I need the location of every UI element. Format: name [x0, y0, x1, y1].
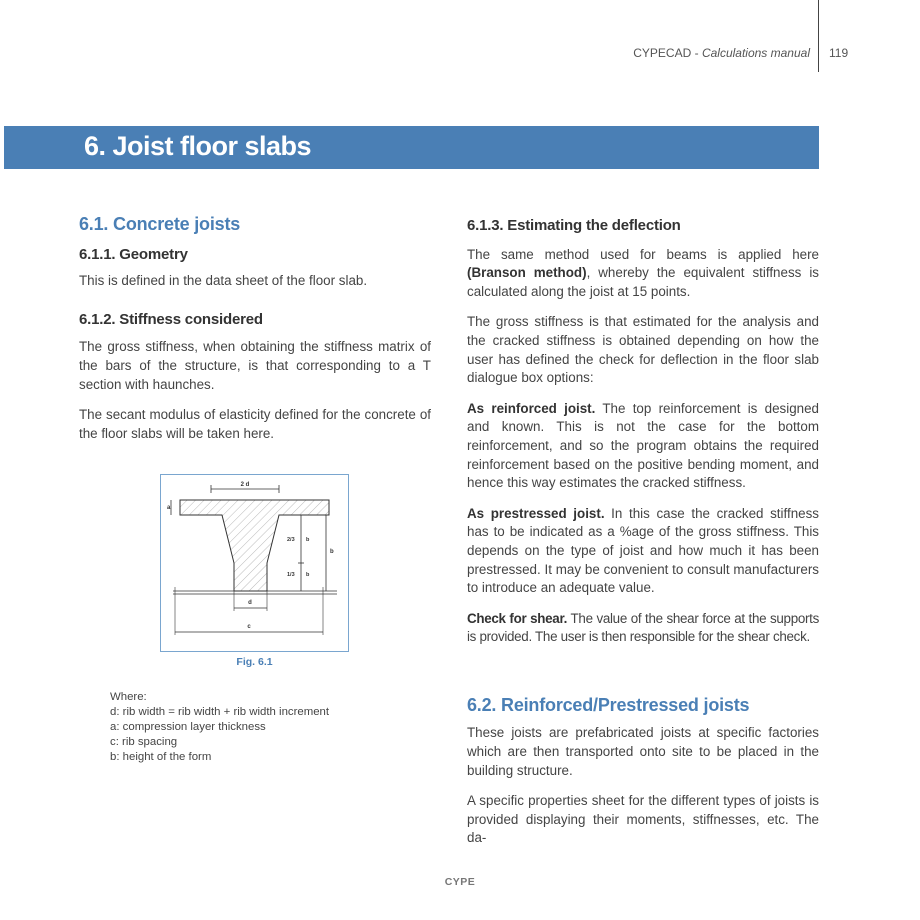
- section-6-2-paragraph-2: A specific properties sheet for the different types of joists is provided displaying their moments, stiffnesses, etc. The da-: [467, 793, 819, 846]
- dim-b2-label: b: [306, 572, 310, 578]
- page-number: 119: [829, 46, 849, 60]
- section-6-1-3-paragraph-1: The same method used for beams is applied here (Branson method), whereby the equivalent stiffness is calculated along the joist at 15 points.: [467, 246, 819, 299]
- joist-section-diagram: [161, 475, 348, 651]
- dim-a-label: a: [167, 505, 171, 511]
- figure-caption: Fig. 6.1: [236, 656, 273, 668]
- check-for-shear-paragraph: Check for shear. The value of the shear force at the supports is provided. The user is then responsible for the shear check.: [467, 610, 819, 645]
- dim-2d-label: 2 d: [240, 482, 250, 488]
- section-6-1-3-title: 6.1.3. Estimating the deflection: [467, 217, 681, 234]
- chapter-banner: [4, 126, 819, 169]
- section-6-1-1-title: 6.1.1. Geometry: [79, 245, 188, 263]
- section-6-2-paragraph-1: These joists are prefabricated joists at specific factories which are then transported onto site to be placed in the building structure.: [467, 725, 819, 778]
- dim-one-third-label: 1/3: [287, 572, 295, 578]
- dim-two-thirds-label: 2/3: [287, 537, 295, 543]
- where-legend: [110, 690, 329, 765]
- section-6-1-1-text: This is defined in the data sheet of the floor slab.: [79, 273, 368, 289]
- section-6-2-title: 6.2. Reinforced/Prestressed joists: [467, 694, 750, 715]
- where-item: a: compression layer thickness: [110, 721, 266, 733]
- reinforced-joist-paragraph: As reinforced joist. The top reinforcement is designed and known. This is not the case for the bottom reinforcement, and so the program obtains the required reinforcement based on the positive bending moment, and hence this way estimates the cracked stiffness.: [467, 400, 819, 491]
- footer-brand: CYPE: [444, 876, 476, 888]
- section-6-1-2-paragraph-2: The secant modulus of elasticity defined for the concrete of the floor slabs will be taken here.: [79, 407, 431, 441]
- right-column: [467, 215, 819, 848]
- where-item: b: height of the form: [110, 751, 212, 763]
- where-item: c: rib spacing: [110, 736, 178, 748]
- prestressed-joist-paragraph: As prestressed joist. In this case the cracked stiffness has to be indicated as a %age of the gross stiffness. This depends on the type of joist and how much it has been prestressed. It may be convenient to consult manufacturers to introduce an adequate value.: [467, 505, 819, 596]
- header-product: CYPECAD: [633, 46, 692, 60]
- where-item: d: rib width = rib width + rib width increment: [110, 706, 330, 718]
- dim-c-label: c: [247, 624, 251, 630]
- left-column: [79, 215, 431, 443]
- section-6-1-3-paragraph-2: The gross stiffness is that estimated for the analysis and the cracked stiffness is obtained depending on how the user has defined the check for deflection in the floor slab dialogue box options:: [467, 314, 819, 386]
- chapter-title: 6. Joist floor slabs: [84, 131, 312, 161]
- dim-b1-label: b: [306, 537, 310, 543]
- figure-6-1: [160, 474, 349, 652]
- where-title: Where:: [110, 691, 147, 703]
- header-divider: [818, 0, 819, 72]
- section-6-1-title: 6.1. Concrete joists: [79, 214, 241, 234]
- running-header: CYPECAD - Calculations manual: [633, 46, 810, 60]
- dim-d-label: d: [248, 600, 252, 606]
- section-6-1-2-title: 6.1.2. Stiffness considered: [79, 310, 263, 328]
- dim-b-total-label: b: [330, 549, 334, 555]
- section-6-1-2-paragraph-1: The gross stiffness, when obtaining the stiffness matrix of the bars of the structure, is that corresponding to a T section with haunches.: [79, 339, 431, 392]
- header-manual: Calculations manual: [701, 46, 810, 60]
